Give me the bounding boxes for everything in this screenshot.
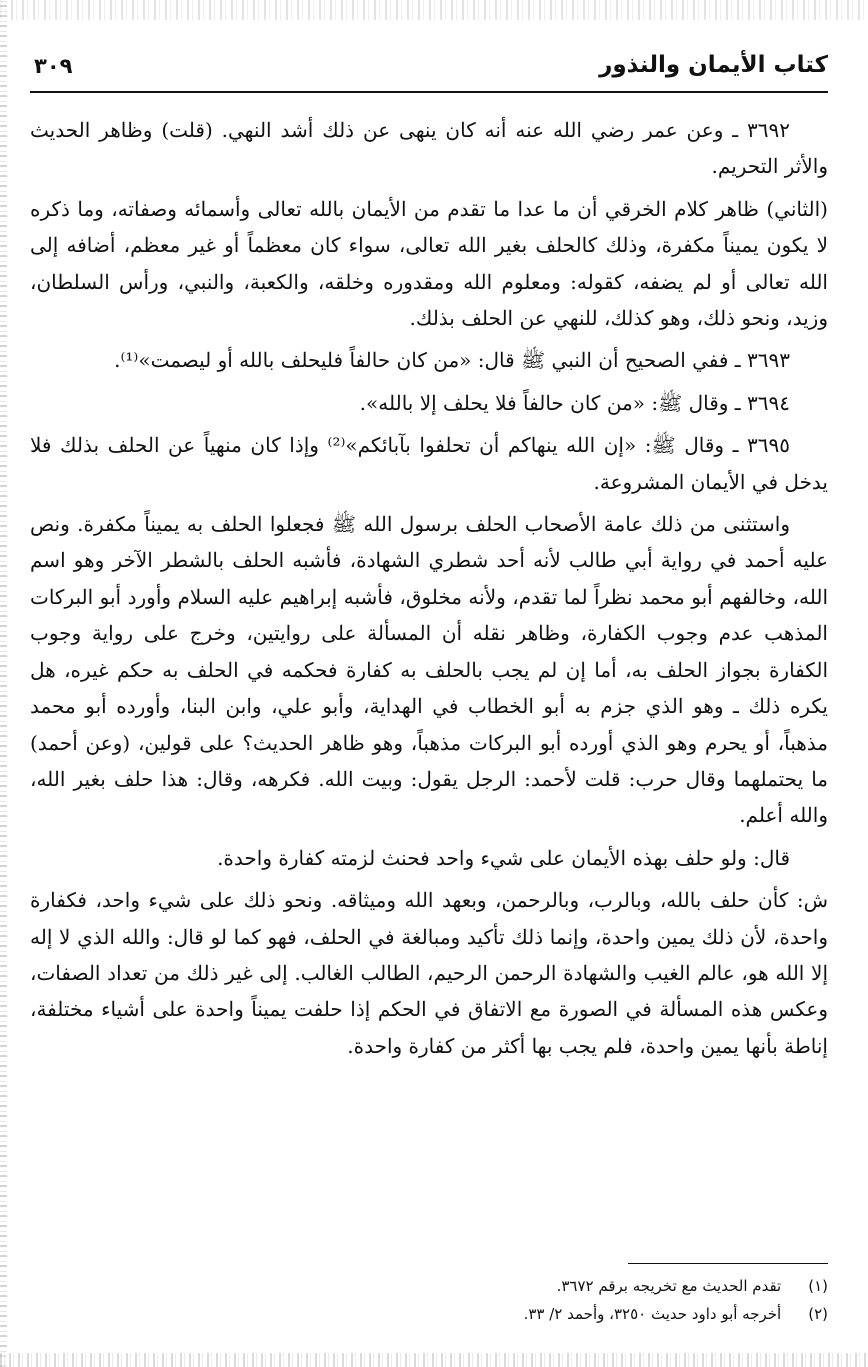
paragraph-hadith-3692: ٣٦٩٢ ـ وعن عمر رضي الله عنه أنه كان ينهى عن ذلك أشد النهي. (قلت) وظاهر الحديث والأثر التحريم.	[30, 118, 828, 179]
paragraph-hadith-3694: ٣٦٩٤ ـ وقال ﷺ: «من كان حالفاً فلا يحلف إلا بالله».	[359, 390, 790, 415]
header-divider	[30, 91, 828, 93]
footnote-divider	[628, 1263, 828, 1264]
scan-edge-top	[0, 0, 868, 20]
paragraph-qala: قال: ولو حلف بهذه الأيمان على شيء واحد فحنث لزمته كفارة واحدة.	[217, 845, 790, 870]
footnote-text: أخرجه أبو داود حديث ٣٢٥٠، وأحمد ٢/ ٣٣.	[523, 1305, 782, 1323]
footnotes	[30, 1272, 828, 1328]
footnote-number: (١)	[808, 1277, 828, 1295]
scan-edge-bottom	[0, 1353, 868, 1367]
footnote-number: (٢)	[808, 1305, 828, 1323]
page-number: ٣٠٩	[34, 54, 73, 78]
paragraph-hadith-3693: ٣٦٩٣ ـ ففي الصحيح أن النبي ﷺ قال: «من كان حالفاً فليحلف بالله أو ليصمت»⁽¹⁾.	[114, 348, 790, 373]
footnote-item	[30, 1272, 828, 1300]
paragraph-exception: واستثنى من ذلك عامة الأصحاب الحلف برسول الله ﷺ فجعلوا الحلف به يميناً مكفرة. ونص عليه أحمد في رواية أبي طالب لأنه أحد شطري الشهادة، فأشبه الحلف بالشطر الآخر وهو اسم الله، وخالفهم أبو محمد نظراً لما تقدم، ولأنه مخلوق، فأشبه إبراهيم عليه السلام وأورد أبو البركات المذهب عدم وجوب الكفارة، وظاهر نقله أن المسألة على روايتين، وخرج على رواية وجوب الكفارة بجواز الحلف به، أما إن لم يجب بالحلف به كفارة فحكمه في الحلف به حكم غيره، هل يكره ذلك ـ وهو الذي جزم به أبو الخطاب في الهداية، وأبو علي، وابن البنا، وأورده أبو محمد مذهباً، أو يحرم وهو الذي أورده أبو البركات مذهباً، وهو ظاهر الحديث؟ على قولين، (وعن أحمد) ما يحتملهما وقال حرب: قلت لأحمد: الرجل يقول: وبيت الله. فكرهه، وقال: هذا حلف بغير الله، والله أعلم.	[30, 512, 828, 828]
footnote-item	[30, 1300, 828, 1328]
chapter-title: كتاب الأيمان والنذور	[599, 52, 828, 78]
paragraph-second-point: (الثاني) ظاهر كلام الخرقي أن ما عدا ما تقدم من الأيمان بالله تعالى وأسمائه وصفاته، وما ذكره لا يكون يميناً مكفرة، وذلك كالحلف بغير الله تعالى، سواء كان معظماً أو غير معظم، أضافه إلى الله تعالى أو لم يضفه، كقوله: ومعلوم الله ومقدوره وخلقه، والكعبة، والنبي، ورأس السلطان، وزيد، ونحو ذلك، وهو كذلك، للنهي عن الحلف بذلك.	[30, 196, 828, 331]
footnote-text: تقدم الحديث مع تخريجه برقم ٣٦٧٢.	[556, 1277, 782, 1295]
main-text	[30, 112, 828, 1070]
paragraph-sharh: ش: كأن حلف بالله، وبالرب، وبالرحمن، وبعهد الله وميثاقه. ونحو ذلك على شيء واحد، فكفارة واحدة، لأن ذلك يمين واحدة، وإنما ذلك تأكيد ومبالغة في الحلف، فهو كما لو قال: والله الذي لا إله إلا الله هو، عالم الغيب والشهادة الرحمن الرحيم، الطالب الغالب. إلى غير ذلك من تعداد الصفات، وعكس هذه المسألة في الصورة مع الاتفاق في الحكم إذا حلفت يميناً واحدة على أشياء مختلفة، إناطة بأنها يمين واحدة، فلم يجب بها أكثر من كفارة واحدة.	[30, 888, 828, 1058]
scan-edge-left	[0, 0, 7, 1367]
paragraph-hadith-3695: ٣٦٩٥ ـ وقال ﷺ: «إن الله ينهاكم أن تحلفوا بآبائكم»⁽²⁾ وإذا كان منهياً عن الحلف بذلك فلا يدخل في الأيمان المشروعة.	[30, 433, 828, 494]
page-header	[30, 50, 828, 90]
